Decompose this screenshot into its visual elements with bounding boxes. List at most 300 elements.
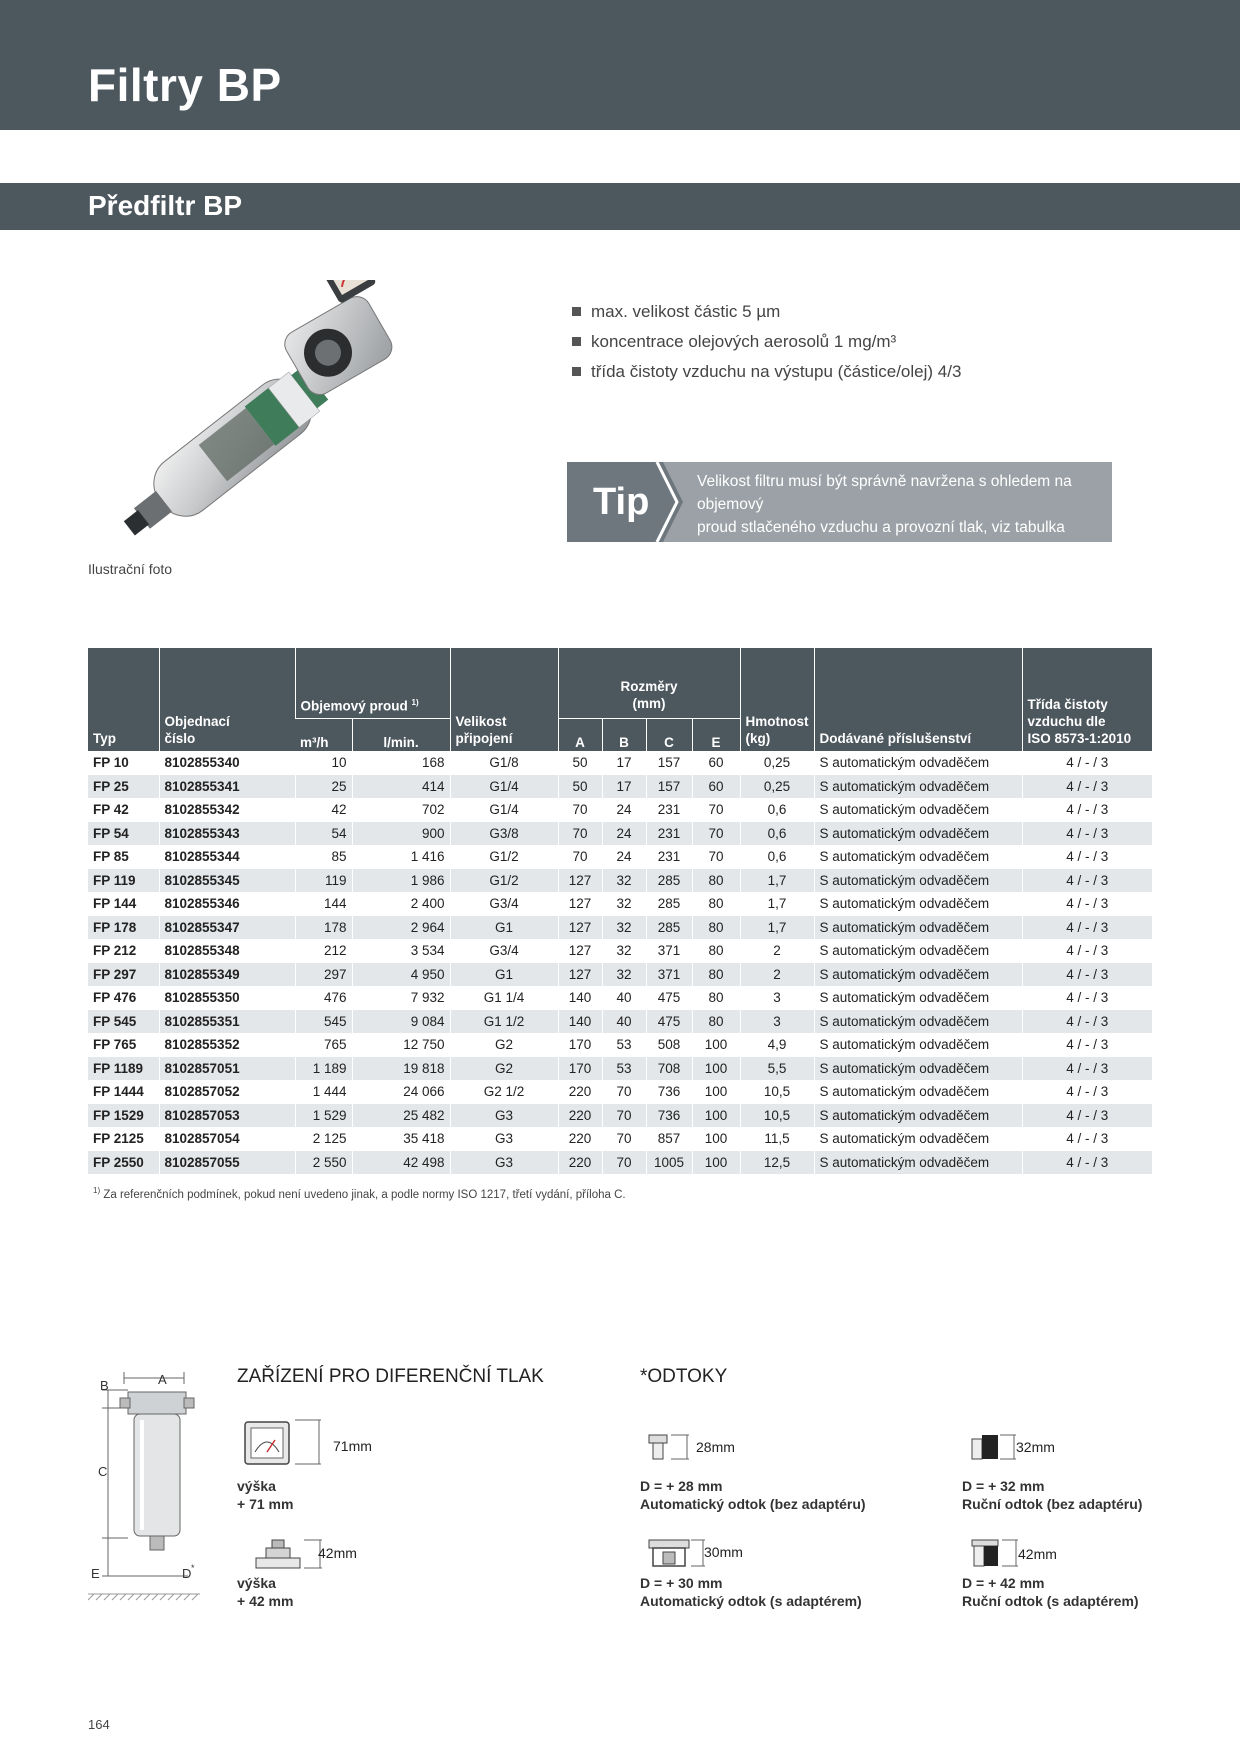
cell-typ: FP 85 <box>88 845 159 869</box>
cell-flow-m3h: 178 <box>295 916 352 940</box>
cell-dim-e: 100 <box>692 1057 740 1081</box>
cell-weight: 3 <box>740 1010 814 1034</box>
cell-dim-b: 70 <box>602 1080 646 1104</box>
cell-dim-a: 220 <box>558 1127 602 1151</box>
cell-connection: G2 <box>450 1033 558 1057</box>
cell-flow-lmin: 1 986 <box>352 869 450 893</box>
cell-order-number: 8102857051 <box>159 1057 295 1081</box>
dim-label-a: A <box>158 1372 167 1387</box>
cell-dim-c: 1005 <box>646 1151 692 1175</box>
cell-dim-a: 127 <box>558 939 602 963</box>
cell-dim-c: 708 <box>646 1057 692 1081</box>
dimension-value: 42mm <box>1018 1546 1057 1562</box>
cell-dim-c: 371 <box>646 963 692 987</box>
cell-connection: G3/4 <box>450 892 558 916</box>
cell-order-number: 8102855340 <box>159 751 295 775</box>
cell-dim-c: 231 <box>646 845 692 869</box>
cell-dim-b: 24 <box>602 845 646 869</box>
cell-connection: G1/2 <box>450 869 558 893</box>
cell-order-number: 8102855344 <box>159 845 295 869</box>
cell-order-number: 8102855347 <box>159 916 295 940</box>
table-row <box>88 1104 1152 1128</box>
feature-text: třída čistoty vzduchu na výstupu (částice/olej) 4/3 <box>591 362 962 381</box>
col-header-a: A <box>558 719 602 752</box>
auto-drain-icon <box>647 1433 697 1463</box>
col-header-e: E <box>692 719 740 752</box>
col-header-lmin: l/min. <box>352 719 450 752</box>
cell-flow-m3h: 144 <box>295 892 352 916</box>
cell-flow-lmin: 24 066 <box>352 1080 450 1104</box>
cell-flow-lmin: 42 498 <box>352 1151 450 1175</box>
cell-dim-b: 24 <box>602 798 646 822</box>
dimension-value: 28mm <box>696 1439 735 1455</box>
pressure-gauge-icon <box>243 1418 323 1468</box>
cell-typ: FP 212 <box>88 939 159 963</box>
cell-connection: G1 <box>450 916 558 940</box>
cell-accessories: S automatickým odvaděčem <box>814 963 1022 987</box>
dimension-diagram <box>88 1368 203 1608</box>
manual-drain-adapter-icon <box>970 1538 1022 1570</box>
cell-weight: 10,5 <box>740 1104 814 1128</box>
cell-dim-a: 70 <box>558 845 602 869</box>
cell-order-number: 8102857055 <box>159 1151 295 1175</box>
cell-flow-lmin: 2 964 <box>352 916 450 940</box>
cell-typ: FP 1189 <box>88 1057 159 1081</box>
cell-flow-lmin: 168 <box>352 751 450 775</box>
cell-connection: G2 1/2 <box>450 1080 558 1104</box>
cell-flow-m3h: 297 <box>295 963 352 987</box>
tip-text <box>697 470 1107 562</box>
cell-dim-a: 127 <box>558 916 602 940</box>
cell-dim-c: 285 <box>646 892 692 916</box>
cell-weight: 0,25 <box>740 775 814 799</box>
cell-typ: FP 765 <box>88 1033 159 1057</box>
cell-connection: G1/8 <box>450 751 558 775</box>
table-row <box>88 1080 1152 1104</box>
cell-connection: G1 1/4 <box>450 986 558 1010</box>
cell-typ: FP 297 <box>88 963 159 987</box>
cell-dim-e: 80 <box>692 986 740 1010</box>
col-header-weight: Hmotnost (kg) <box>740 648 814 751</box>
cell-typ: FP 144 <box>88 892 159 916</box>
cell-weight: 3 <box>740 986 814 1010</box>
col-header-c: C <box>646 719 692 752</box>
cell-flow-lmin: 2 400 <box>352 892 450 916</box>
cell-flow-lmin: 7 932 <box>352 986 450 1010</box>
cell-dim-c: 475 <box>646 986 692 1010</box>
cell-dim-e: 60 <box>692 751 740 775</box>
col-header-connection: Velikost připojení <box>450 648 558 751</box>
table-row <box>88 1057 1152 1081</box>
table-row <box>88 892 1152 916</box>
cell-accessories: S automatickým odvaděčem <box>814 869 1022 893</box>
photo-caption: Ilustrační foto <box>88 561 173 577</box>
feature-item <box>572 332 961 362</box>
cell-connection: G1/4 <box>450 775 558 799</box>
drains-title: *ODTOKY <box>640 1366 728 1387</box>
cell-flow-lmin: 12 750 <box>352 1033 450 1057</box>
dimension-value: 32mm <box>1016 1439 1055 1455</box>
cell-order-number: 8102855345 <box>159 869 295 893</box>
cell-dim-a: 127 <box>558 869 602 893</box>
cell-purity-class: 4 / - / 3 <box>1022 751 1152 775</box>
col-header-dimensions: Rozměry (mm) <box>558 648 740 719</box>
dimension-value: 30mm <box>704 1544 743 1560</box>
cell-dim-c: 157 <box>646 775 692 799</box>
cell-typ: FP 178 <box>88 916 159 940</box>
cell-order-number: 8102855343 <box>159 822 295 846</box>
product-table <box>88 648 1152 1174</box>
cell-dim-b: 17 <box>602 751 646 775</box>
cell-dim-a: 220 <box>558 1080 602 1104</box>
cell-order-number: 8102855350 <box>159 986 295 1010</box>
cell-purity-class: 4 / - / 3 <box>1022 869 1152 893</box>
table-row <box>88 751 1152 775</box>
cell-flow-m3h: 85 <box>295 845 352 869</box>
cell-dim-e: 100 <box>692 1104 740 1128</box>
cell-weight: 5,5 <box>740 1057 814 1081</box>
table-row <box>88 822 1152 846</box>
drain-label: D = + 30 mm Automatický odtok (s adaptérem) <box>640 1575 862 1609</box>
cell-flow-m3h: 1 189 <box>295 1057 352 1081</box>
manual-drain-icon <box>970 1433 1020 1463</box>
cell-dim-e: 100 <box>692 1080 740 1104</box>
cell-accessories: S automatickým odvaděčem <box>814 751 1022 775</box>
cell-accessories: S automatickým odvaděčem <box>814 892 1022 916</box>
cell-flow-m3h: 2 550 <box>295 1151 352 1175</box>
tip-line: Velikost filtru musí být správně navržena s ohledem na objemový <box>697 473 1072 513</box>
tip-line: proud stlačeného vzduchu a provozní tlak, viz tabulka <box>697 519 1065 536</box>
cell-weight: 1,7 <box>740 892 814 916</box>
table-body <box>88 751 1152 1174</box>
cell-dim-a: 70 <box>558 822 602 846</box>
cell-order-number: 8102855352 <box>159 1033 295 1057</box>
col-header-b: B <box>602 719 646 752</box>
cell-accessories: S automatickým odvaděčem <box>814 939 1022 963</box>
cell-flow-m3h: 10 <box>295 751 352 775</box>
product-photo <box>88 280 428 550</box>
cell-typ: FP 2550 <box>88 1151 159 1175</box>
differential-height-label: výška + 71 mm <box>237 1478 294 1512</box>
cell-dim-c: 736 <box>646 1080 692 1104</box>
cell-accessories: S automatickým odvaděčem <box>814 986 1022 1010</box>
cell-dim-e: 100 <box>692 1127 740 1151</box>
feature-text: max. velikost částic 5 µm <box>591 302 781 321</box>
cell-weight: 0,6 <box>740 798 814 822</box>
cell-dim-b: 32 <box>602 963 646 987</box>
cell-order-number: 8102855341 <box>159 775 295 799</box>
cell-flow-lmin: 4 950 <box>352 963 450 987</box>
cell-dim-c: 231 <box>646 822 692 846</box>
cell-purity-class: 4 / - / 3 <box>1022 822 1152 846</box>
cell-accessories: S automatickým odvaděčem <box>814 798 1022 822</box>
cell-connection: G1 1/2 <box>450 1010 558 1034</box>
cell-dim-b: 53 <box>602 1057 646 1081</box>
feature-list <box>572 302 961 392</box>
cell-dim-a: 140 <box>558 986 602 1010</box>
cell-dim-c: 157 <box>646 751 692 775</box>
col-header-accessories: Dodávané příslušenství <box>814 648 1022 751</box>
cell-accessories: S automatickým odvaděčem <box>814 1057 1022 1081</box>
cell-dim-e: 70 <box>692 798 740 822</box>
cell-typ: FP 1444 <box>88 1080 159 1104</box>
cell-dim-e: 100 <box>692 1033 740 1057</box>
cell-purity-class: 4 / - / 3 <box>1022 775 1152 799</box>
cell-dim-c: 857 <box>646 1127 692 1151</box>
cell-dim-a: 70 <box>558 798 602 822</box>
cell-typ: FP 545 <box>88 1010 159 1034</box>
cell-dim-b: 24 <box>602 822 646 846</box>
cell-accessories: S automatickým odvaděčem <box>814 1033 1022 1057</box>
cell-accessories: S automatickým odvaděčem <box>814 775 1022 799</box>
cell-typ: FP 119 <box>88 869 159 893</box>
cell-dim-a: 50 <box>558 751 602 775</box>
cell-purity-class: 4 / - / 3 <box>1022 939 1152 963</box>
cell-dim-a: 50 <box>558 775 602 799</box>
page-title: Filtry BP <box>88 59 282 111</box>
cell-accessories: S automatickým odvaděčem <box>814 1104 1022 1128</box>
cell-accessories: S automatickým odvaděčem <box>814 1151 1022 1175</box>
cell-accessories: S automatickým odvaděčem <box>814 916 1022 940</box>
footnote: $^{1)}$ Za referenčních podmínek, pokud není uvedeno jinak, a podle normy ISO 1217, třetí vydání, příloha C. <box>93 1186 626 1201</box>
cell-dim-e: 80 <box>692 939 740 963</box>
cell-typ: FP 42 <box>88 798 159 822</box>
cell-dim-e: 80 <box>692 963 740 987</box>
cell-flow-m3h: 42 <box>295 798 352 822</box>
cell-flow-lmin: 3 534 <box>352 939 450 963</box>
cell-connection: G3 <box>450 1104 558 1128</box>
cell-weight: 4,9 <box>740 1033 814 1057</box>
cell-dim-b: 53 <box>602 1033 646 1057</box>
cell-weight: 11,5 <box>740 1127 814 1151</box>
cell-accessories: S automatickým odvaděčem <box>814 822 1022 846</box>
tip-label: Tip <box>593 481 650 523</box>
cell-dim-b: 17 <box>602 775 646 799</box>
cell-typ: FP 1529 <box>88 1104 159 1128</box>
cell-typ: FP 10 <box>88 751 159 775</box>
feature-text: koncentrace olejových aerosolů 1 mg/m³ <box>591 332 897 351</box>
cell-connection: G1/4 <box>450 798 558 822</box>
col-header-typ: Typ <box>88 648 159 751</box>
cell-accessories: S automatickým odvaděčem <box>814 1127 1022 1151</box>
cell-order-number: 8102857053 <box>159 1104 295 1128</box>
table-row <box>88 775 1152 799</box>
cell-purity-class: 4 / - / 3 <box>1022 892 1152 916</box>
cell-purity-class: 4 / - / 3 <box>1022 1010 1152 1034</box>
cell-flow-lmin: 19 818 <box>352 1057 450 1081</box>
chevron-right-icon <box>655 462 683 542</box>
cell-dim-e: 80 <box>692 1010 740 1034</box>
cell-dim-a: 127 <box>558 892 602 916</box>
differential-height-label: výška + 42 mm <box>237 1575 294 1609</box>
cell-dim-a: 220 <box>558 1104 602 1128</box>
differential-indicator-icon <box>252 1538 324 1572</box>
dimension-value: 42mm <box>318 1545 357 1561</box>
cell-weight: 1,7 <box>740 916 814 940</box>
cell-dim-c: 285 <box>646 916 692 940</box>
feature-item <box>572 362 961 392</box>
cell-accessories: S automatickým odvaděčem <box>814 1080 1022 1104</box>
dim-label-b: B <box>100 1378 109 1393</box>
cell-order-number: 8102855346 <box>159 892 295 916</box>
cell-dim-b: 32 <box>602 939 646 963</box>
cell-order-number: 8102857054 <box>159 1127 295 1151</box>
cell-flow-m3h: 212 <box>295 939 352 963</box>
col-header-purity-class: Třída čistoty vzduchu dle ISO 8573-1:2010 <box>1022 648 1152 751</box>
cell-dim-e: 80 <box>692 892 740 916</box>
cell-flow-m3h: 54 <box>295 822 352 846</box>
cell-connection: G3/4 <box>450 939 558 963</box>
cell-flow-m3h: 545 <box>295 1010 352 1034</box>
cell-order-number: 8102855351 <box>159 1010 295 1034</box>
cell-weight: 2 <box>740 939 814 963</box>
cell-flow-lmin: 702 <box>352 798 450 822</box>
drain-label: D = + 28 mm Automatický odtok (bez adaptéru) <box>640 1478 866 1512</box>
table-row <box>88 916 1152 940</box>
cell-accessories: S automatickým odvaděčem <box>814 845 1022 869</box>
dimension-value: 71mm <box>333 1438 372 1454</box>
table-row <box>88 1033 1152 1057</box>
cell-flow-m3h: 476 <box>295 986 352 1010</box>
cell-dim-e: 60 <box>692 775 740 799</box>
cell-dim-e: 70 <box>692 822 740 846</box>
tip-box <box>567 462 1112 559</box>
dim-label-d-star: * <box>191 1563 195 1573</box>
cell-purity-class: 4 / - / 3 <box>1022 845 1152 869</box>
cell-purity-class: 4 / - / 3 <box>1022 1033 1152 1057</box>
cell-dim-e: 80 <box>692 916 740 940</box>
cell-typ: FP 476 <box>88 986 159 1010</box>
differential-title: ZAŘÍZENÍ PRO DIFERENČNÍ TLAK <box>237 1366 544 1387</box>
cell-connection: G2 <box>450 1057 558 1081</box>
cell-dim-b: 70 <box>602 1127 646 1151</box>
cell-purity-class: 4 / - / 3 <box>1022 798 1152 822</box>
cell-purity-class: 4 / - / 3 <box>1022 986 1152 1010</box>
feature-item <box>572 302 961 332</box>
cell-dim-b: 70 <box>602 1151 646 1175</box>
dim-label-d: D <box>182 1566 192 1581</box>
auto-drain-adapter-icon <box>647 1538 707 1570</box>
cell-connection: G3/8 <box>450 822 558 846</box>
cell-dim-e: 80 <box>692 869 740 893</box>
cell-dim-a: 170 <box>558 1057 602 1081</box>
cell-order-number: 8102857052 <box>159 1080 295 1104</box>
bullet-square-icon <box>572 367 581 376</box>
cell-weight: 2 <box>740 963 814 987</box>
cell-dim-b: 70 <box>602 1104 646 1128</box>
cell-order-number: 8102855348 <box>159 939 295 963</box>
cell-dim-c: 231 <box>646 798 692 822</box>
cell-dim-b: 32 <box>602 869 646 893</box>
drain-label: D = + 32 mm Ruční odtok (bez adaptéru) <box>962 1478 1143 1512</box>
cell-dim-e: 70 <box>692 845 740 869</box>
cell-order-number: 8102855342 <box>159 798 295 822</box>
cell-flow-lmin: 35 418 <box>352 1127 450 1151</box>
col-header-order: Objednací číslo <box>159 648 295 751</box>
cell-purity-class: 4 / - / 3 <box>1022 1127 1152 1151</box>
cell-dim-a: 127 <box>558 963 602 987</box>
cell-weight: 0,25 <box>740 751 814 775</box>
table-row <box>88 1127 1152 1151</box>
cell-flow-lmin: 900 <box>352 822 450 846</box>
cell-purity-class: 4 / - / 3 <box>1022 963 1152 987</box>
cell-dim-e: 100 <box>692 1151 740 1175</box>
cell-weight: 10,5 <box>740 1080 814 1104</box>
table-row <box>88 986 1152 1010</box>
cell-flow-lmin: 9 084 <box>352 1010 450 1034</box>
table-row <box>88 963 1152 987</box>
cell-flow-m3h: 1 444 <box>295 1080 352 1104</box>
cell-flow-lmin: 414 <box>352 775 450 799</box>
cell-flow-m3h: 2 125 <box>295 1127 352 1151</box>
cell-purity-class: 4 / - / 3 <box>1022 1057 1152 1081</box>
cell-flow-m3h: 25 <box>295 775 352 799</box>
page-number: 164 <box>88 1717 110 1732</box>
cell-weight: 0,6 <box>740 845 814 869</box>
cell-dim-a: 140 <box>558 1010 602 1034</box>
cell-dim-c: 736 <box>646 1104 692 1128</box>
cell-connection: G1/2 <box>450 845 558 869</box>
cell-dim-c: 371 <box>646 939 692 963</box>
cell-weight: 1,7 <box>740 869 814 893</box>
cell-dim-c: 508 <box>646 1033 692 1057</box>
bullet-square-icon <box>572 337 581 346</box>
cell-dim-b: 32 <box>602 892 646 916</box>
tip-line: s korekčními faktory na straně 148. <box>697 542 939 559</box>
table-row <box>88 939 1152 963</box>
cell-purity-class: 4 / - / 3 <box>1022 916 1152 940</box>
cell-dim-b: 40 <box>602 1010 646 1034</box>
cell-connection: G1 <box>450 963 558 987</box>
col-header-flow: Objemový proud $^{1)}$ <box>295 648 450 719</box>
drain-label: D = + 42 mm Ruční odtok (s adaptérem) <box>962 1575 1139 1609</box>
section-title: Předfiltr BP <box>88 190 243 221</box>
cell-connection: G3 <box>450 1127 558 1151</box>
table-row <box>88 1010 1152 1034</box>
cell-purity-class: 4 / - / 3 <box>1022 1080 1152 1104</box>
table-row <box>88 845 1152 869</box>
col-header-m3h: m³/h <box>295 719 352 752</box>
cell-typ: FP 25 <box>88 775 159 799</box>
cell-typ: FP 54 <box>88 822 159 846</box>
cell-dim-a: 220 <box>558 1151 602 1175</box>
cell-flow-lmin: 25 482 <box>352 1104 450 1128</box>
cell-weight: 12,5 <box>740 1151 814 1175</box>
table-row <box>88 798 1152 822</box>
cell-accessories: S automatickým odvaděčem <box>814 1010 1022 1034</box>
cell-flow-m3h: 765 <box>295 1033 352 1057</box>
cell-purity-class: 4 / - / 3 <box>1022 1151 1152 1175</box>
table-row <box>88 869 1152 893</box>
cell-flow-m3h: 1 529 <box>295 1104 352 1128</box>
table-row <box>88 1151 1152 1175</box>
cell-connection: G3 <box>450 1151 558 1175</box>
cell-dim-c: 475 <box>646 1010 692 1034</box>
cell-typ: FP 2125 <box>88 1127 159 1151</box>
cell-flow-m3h: 119 <box>295 869 352 893</box>
cell-dim-c: 285 <box>646 869 692 893</box>
dim-label-c: C <box>98 1464 108 1479</box>
dim-label-e: E <box>91 1566 100 1581</box>
bullet-square-icon <box>572 307 581 316</box>
cell-purity-class: 4 / - / 3 <box>1022 1104 1152 1128</box>
cell-order-number: 8102855349 <box>159 963 295 987</box>
cell-dim-b: 32 <box>602 916 646 940</box>
cell-weight: 0,6 <box>740 822 814 846</box>
cell-dim-b: 40 <box>602 986 646 1010</box>
cell-dim-a: 170 <box>558 1033 602 1057</box>
cell-flow-lmin: 1 416 <box>352 845 450 869</box>
